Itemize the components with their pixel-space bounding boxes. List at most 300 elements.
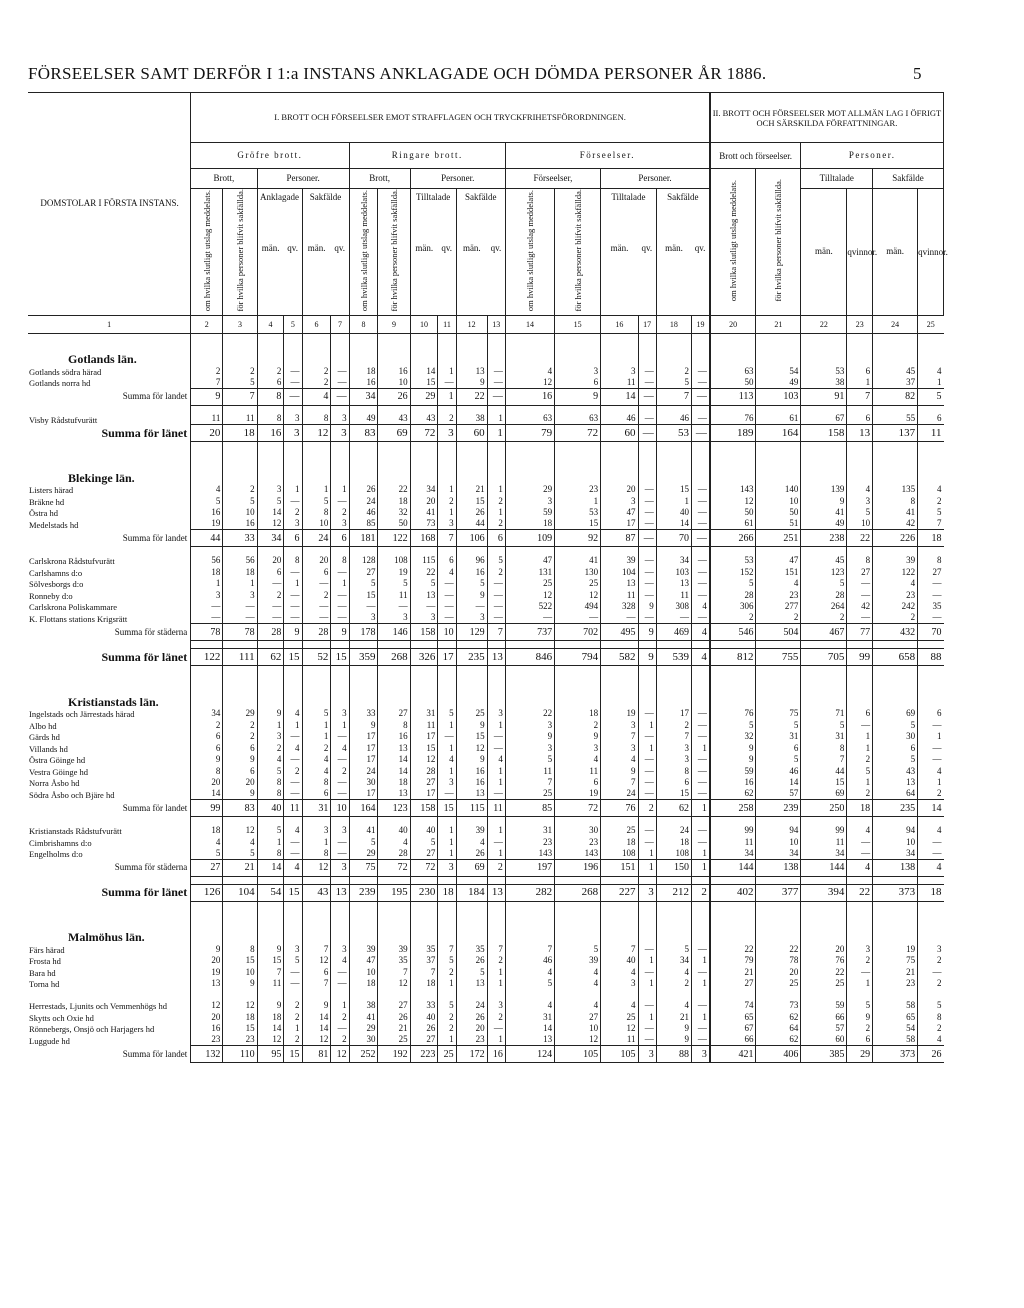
- table-cell: 14: [257, 1023, 284, 1035]
- table-cell: 359: [349, 649, 378, 666]
- table-cell: 5: [847, 765, 873, 777]
- table-cell: 3: [349, 612, 378, 624]
- table-cell: 9: [710, 754, 756, 766]
- table-cell: —: [692, 530, 710, 547]
- table-cell: 3: [284, 425, 302, 442]
- table-cell: 5: [656, 943, 691, 955]
- table-cell: —: [284, 978, 302, 990]
- table-cell: 4: [847, 484, 873, 496]
- table-cell: 16: [223, 518, 257, 530]
- table-cell: —: [487, 388, 505, 405]
- table-cell: 104: [601, 566, 638, 578]
- table-cell: —: [331, 1023, 349, 1035]
- table-cell: 6: [191, 731, 223, 743]
- table-cell: 22: [710, 943, 756, 955]
- table-cell: 3: [438, 425, 456, 442]
- table-cell: 22: [456, 388, 487, 405]
- table-cell: 71: [801, 708, 847, 720]
- table-cell: 755: [756, 649, 801, 666]
- table-cell: 3: [284, 413, 302, 425]
- table-cell: —: [638, 484, 656, 496]
- table-row: [28, 1011, 944, 1023]
- table-cell: 130: [555, 566, 601, 578]
- table-cell: 15: [656, 788, 691, 800]
- table-cell: 4: [692, 649, 710, 666]
- table-cell: 8: [331, 555, 349, 567]
- table-cell: 50: [710, 377, 756, 389]
- table-cell: 22: [801, 966, 847, 978]
- page-number: 5: [913, 64, 922, 83]
- table-cell: 76: [601, 800, 638, 817]
- table-cell: 3: [331, 943, 349, 955]
- table-cell: —: [331, 731, 349, 743]
- table-cell: —: [331, 612, 349, 624]
- table-cell: 44: [456, 518, 487, 530]
- table-cell: 9: [801, 495, 847, 507]
- table-cell: 10: [756, 495, 801, 507]
- table-cell: 1: [438, 388, 456, 405]
- table-cell: 12: [191, 989, 223, 1011]
- table-cell: 2: [847, 955, 873, 967]
- table-cell: 27: [378, 989, 410, 1011]
- table-cell: —: [638, 578, 656, 590]
- table-row: [28, 731, 944, 743]
- table-cell: —: [284, 754, 302, 766]
- total-row: [28, 884, 944, 901]
- header-anklagade: [257, 189, 302, 316]
- table-cell: 2: [873, 612, 918, 624]
- table-cell: 192: [378, 1046, 410, 1063]
- table-cell: 385: [801, 1046, 847, 1063]
- table-cell: 2: [223, 365, 257, 377]
- table-cell: 8: [302, 777, 331, 789]
- table-cell: 144: [710, 859, 756, 876]
- table-cell: 1: [438, 836, 456, 848]
- column-number: 7: [331, 315, 349, 333]
- header-personer-2: Personer.: [410, 169, 505, 189]
- table-cell: —: [638, 966, 656, 978]
- table-cell: 22: [505, 708, 554, 720]
- table-cell: 26: [456, 507, 487, 519]
- table-cell: —: [847, 966, 873, 978]
- table-cell: 19: [555, 788, 601, 800]
- table-cell: 2: [438, 495, 456, 507]
- table-cell: 75: [756, 708, 801, 720]
- table-cell: 2: [284, 1011, 302, 1023]
- table-cell: 16: [191, 507, 223, 519]
- table-cell: 18: [410, 978, 438, 990]
- row-label: Summa för landet: [122, 1048, 188, 1059]
- table-cell: —: [847, 578, 873, 590]
- table-cell: —: [638, 788, 656, 800]
- table-cell: 4: [505, 365, 554, 377]
- table-cell: 25: [378, 1034, 410, 1046]
- table-cell: 3: [302, 825, 331, 837]
- table-cell: 3: [505, 719, 554, 731]
- table-cell: 705: [801, 649, 847, 666]
- table-row: [28, 966, 944, 978]
- header-man-3: män.: [415, 243, 434, 253]
- header-personer-3: Personer.: [601, 169, 710, 189]
- table-cell: 108: [601, 848, 638, 860]
- table-cell: 3: [505, 495, 554, 507]
- table-cell: —: [638, 377, 656, 389]
- table-cell: 1: [438, 765, 456, 777]
- table-cell: —: [284, 777, 302, 789]
- table-cell: 115: [456, 800, 487, 817]
- table-cell: 12: [555, 589, 601, 601]
- table-cell: 5: [284, 955, 302, 967]
- table-cell: 7: [302, 978, 331, 990]
- table-cell: 5: [438, 989, 456, 1011]
- table-cell: 4: [438, 566, 456, 578]
- table-cell: 14: [505, 1023, 554, 1035]
- column-number: 12: [456, 315, 487, 333]
- table-cell: 23: [191, 1034, 223, 1046]
- table-cell: 10: [302, 518, 331, 530]
- table-cell: 2: [656, 719, 691, 731]
- table-cell: 78: [223, 624, 257, 641]
- table-cell: 1: [487, 413, 505, 425]
- table-cell: —: [692, 518, 710, 530]
- table-cell: 26: [918, 1046, 944, 1063]
- table-cell: —: [438, 788, 456, 800]
- table-cell: 1: [302, 719, 331, 731]
- county-heading: Gotlands län.: [68, 352, 137, 367]
- table-cell: —: [378, 601, 410, 613]
- table-cell: 15: [801, 777, 847, 789]
- table-cell: —: [349, 601, 378, 613]
- table-cell: 812: [710, 649, 756, 666]
- table-cell: 38: [801, 377, 847, 389]
- table-cell: —: [191, 612, 223, 624]
- table-cell: 27: [847, 566, 873, 578]
- table-cell: 5: [378, 578, 410, 590]
- sum-row: [28, 624, 944, 641]
- header-man-1: män.: [261, 243, 280, 253]
- table-cell: 4: [487, 754, 505, 766]
- table-cell: 143: [555, 848, 601, 860]
- table-cell: 29: [349, 848, 378, 860]
- table-row: [28, 578, 944, 590]
- table-row: [28, 848, 944, 860]
- table-cell: 20: [410, 495, 438, 507]
- table-cell: 197: [505, 859, 554, 876]
- row-label: Summa för landet: [122, 391, 188, 402]
- column-number: 14: [505, 315, 554, 333]
- table-cell: 3: [487, 708, 505, 720]
- table-cell: 1: [284, 578, 302, 590]
- table-cell: 24: [302, 530, 331, 547]
- table-cell: 21: [710, 966, 756, 978]
- table-cell: —: [638, 825, 656, 837]
- table-cell: 70: [918, 624, 944, 641]
- table-cell: 41: [801, 507, 847, 519]
- table-cell: 3: [555, 742, 601, 754]
- table-cell: 3: [438, 518, 456, 530]
- table-cell: 1: [284, 1023, 302, 1035]
- table-cell: 27: [918, 566, 944, 578]
- table-cell: 5: [191, 495, 223, 507]
- table-cell: 39: [555, 955, 601, 967]
- table-cell: 266: [710, 530, 756, 547]
- table-cell: 1: [638, 848, 656, 860]
- table-cell: 3: [638, 1046, 656, 1063]
- table-cell: 2: [302, 365, 331, 377]
- header-sakfalde-4: Sakfälde: [873, 169, 944, 189]
- table-cell: 99: [847, 649, 873, 666]
- table-cell: 2: [331, 1034, 349, 1046]
- table-cell: 39: [349, 943, 378, 955]
- table-cell: 394: [801, 884, 847, 901]
- table-cell: —: [692, 1023, 710, 1035]
- table-cell: 151: [756, 566, 801, 578]
- table-cell: 5: [191, 848, 223, 860]
- table-cell: 123: [801, 566, 847, 578]
- table-cell: —: [847, 836, 873, 848]
- table-cell: 81: [302, 1046, 331, 1063]
- table-cell: 10: [756, 836, 801, 848]
- table-cell: 110: [223, 1046, 257, 1063]
- table-cell: —: [692, 754, 710, 766]
- table-cell: 85: [349, 518, 378, 530]
- table-cell: 15: [257, 955, 284, 967]
- table-cell: 282: [505, 884, 554, 901]
- row-label: Östra Göinge hd: [29, 755, 86, 766]
- table-cell: 7: [438, 943, 456, 955]
- table-cell: 268: [378, 649, 410, 666]
- table-cell: 168: [410, 530, 438, 547]
- table-cell: 235: [456, 649, 487, 666]
- table-cell: 31: [410, 708, 438, 720]
- table-cell: —: [257, 612, 284, 624]
- table-cell: 5: [257, 765, 284, 777]
- header-qv-1: qv.: [287, 243, 298, 253]
- table-cell: 4: [505, 966, 554, 978]
- table-cell: 3: [257, 484, 284, 496]
- table-cell: 15: [284, 649, 302, 666]
- table-cell: 1: [331, 578, 349, 590]
- table-cell: 2: [438, 966, 456, 978]
- table-cell: 69: [378, 425, 410, 442]
- table-cell: 12: [223, 989, 257, 1011]
- header-tilltalade-2-label: Tilltalade: [416, 192, 451, 202]
- table-cell: 14: [302, 1023, 331, 1035]
- table-cell: 34: [656, 555, 691, 567]
- table-cell: 45: [801, 555, 847, 567]
- table-cell: 3: [692, 1046, 710, 1063]
- table-cell: 6: [555, 777, 601, 789]
- table-cell: 14: [656, 518, 691, 530]
- header-personer-cap: Personer.: [801, 143, 944, 169]
- row-label: Visby Rådstufvurätt: [29, 414, 98, 425]
- column-number: 4: [257, 315, 284, 333]
- table-cell: 2: [331, 507, 349, 519]
- table-cell: 196: [555, 859, 601, 876]
- table-cell: 6: [331, 530, 349, 547]
- table-cell: 251: [756, 530, 801, 547]
- header-man-8: män.: [873, 189, 918, 316]
- table-cell: 4: [302, 388, 331, 405]
- table-cell: —: [487, 589, 505, 601]
- table-cell: 23: [555, 484, 601, 496]
- table-cell: —: [331, 365, 349, 377]
- table-cell: 34: [801, 848, 847, 860]
- table-cell: 69: [801, 788, 847, 800]
- table-cell: 6: [847, 413, 873, 425]
- table-cell: 135: [873, 484, 918, 496]
- table-cell: 76: [710, 708, 756, 720]
- table-cell: 99: [801, 825, 847, 837]
- table-cell: 8: [302, 413, 331, 425]
- table-cell: 4: [191, 484, 223, 496]
- table-cell: 5: [487, 555, 505, 567]
- table-cell: 11: [555, 765, 601, 777]
- table-row: [28, 612, 944, 624]
- table-cell: 16: [456, 566, 487, 578]
- table-cell: 2: [438, 1011, 456, 1023]
- table-cell: 62: [756, 1011, 801, 1023]
- table-cell: 1: [847, 742, 873, 754]
- table-cell: 158: [801, 425, 847, 442]
- total-row: [28, 425, 944, 442]
- table-cell: 65: [710, 1011, 756, 1023]
- table-cell: 43: [378, 413, 410, 425]
- table-cell: 49: [801, 518, 847, 530]
- table-row: [28, 719, 944, 731]
- table-cell: 13: [505, 1034, 554, 1046]
- table-cell: 67: [710, 1023, 756, 1035]
- header-brott-2: Brott,: [349, 169, 410, 189]
- table-cell: 5: [710, 719, 756, 731]
- table-cell: —: [284, 731, 302, 743]
- section-spacer: [28, 666, 944, 688]
- table-cell: 2: [801, 612, 847, 624]
- table-cell: 164: [756, 425, 801, 442]
- table-cell: —: [692, 578, 710, 590]
- table-cell: 46: [756, 765, 801, 777]
- table-cell: 19: [601, 708, 638, 720]
- table-cell: 14: [410, 365, 438, 377]
- table-cell: 8: [257, 413, 284, 425]
- table-cell: 3: [601, 365, 638, 377]
- table-cell: 39: [873, 555, 918, 567]
- table-cell: —: [505, 612, 554, 624]
- table-cell: 113: [710, 388, 756, 405]
- table-cell: 8: [873, 495, 918, 507]
- table-cell: 73: [410, 518, 438, 530]
- table-cell: 79: [505, 425, 554, 442]
- table-cell: 1: [284, 484, 302, 496]
- table-cell: 69: [873, 708, 918, 720]
- table-cell: 2: [918, 788, 944, 800]
- table-cell: 8: [656, 765, 691, 777]
- table-cell: 11: [801, 836, 847, 848]
- row-label: K. Flottans stations Krigsrätt: [29, 613, 128, 624]
- table-cell: 41: [410, 507, 438, 519]
- header-for-hvilka-2: för hvilka personer blifvit sakfällda.: [389, 189, 400, 312]
- table-cell: 15: [284, 1046, 302, 1063]
- row-label: Östra hd: [29, 508, 59, 519]
- table-cell: 21: [456, 484, 487, 496]
- table-cell: 12: [505, 589, 554, 601]
- table-cell: 13: [378, 742, 410, 754]
- table-cell: 26: [456, 955, 487, 967]
- table-row: [28, 507, 944, 519]
- table-cell: 75: [349, 859, 378, 876]
- header-om-hvilka-3: om hvilka slutligt utslag meddelats.: [524, 189, 535, 311]
- table-cell: 6: [223, 765, 257, 777]
- table-cell: 34: [656, 955, 691, 967]
- table-cell: 19: [191, 966, 223, 978]
- table-cell: 7: [257, 966, 284, 978]
- table-cell: —: [487, 836, 505, 848]
- table-cell: 138: [873, 859, 918, 876]
- table-cell: 108: [656, 848, 691, 860]
- table-cell: 32: [710, 731, 756, 743]
- table-cell: 39: [378, 943, 410, 955]
- table-cell: 18: [918, 884, 944, 901]
- table-cell: 25: [756, 978, 801, 990]
- table-cell: 5: [505, 978, 554, 990]
- table-cell: 1: [257, 719, 284, 731]
- table-cell: 76: [801, 955, 847, 967]
- table-cell: 4: [918, 484, 944, 496]
- table-cell: 3: [601, 495, 638, 507]
- table-cell: 308: [656, 601, 691, 613]
- table-cell: 1: [638, 742, 656, 754]
- table-cell: 13: [456, 365, 487, 377]
- table-cell: 25: [505, 578, 554, 590]
- header-tilltalade-3: [601, 189, 657, 316]
- table-cell: 5: [505, 754, 554, 766]
- table-cell: 2: [656, 365, 691, 377]
- row-label: Summa för landet: [122, 532, 188, 543]
- table-cell: 702: [555, 624, 601, 641]
- table-cell: 3: [847, 495, 873, 507]
- table-cell: 18: [918, 530, 944, 547]
- header-qvinnor-7: qvinnor.: [847, 189, 873, 316]
- table-cell: —: [638, 530, 656, 547]
- table-cell: 794: [555, 649, 601, 666]
- table-cell: 34: [191, 708, 223, 720]
- table-cell: 3: [487, 989, 505, 1011]
- header-anklagade-label: Anklagade: [260, 192, 300, 202]
- table-cell: 53: [656, 425, 691, 442]
- gap-row: [28, 876, 944, 884]
- table-cell: 2: [487, 1011, 505, 1023]
- table-cell: 3: [331, 825, 349, 837]
- table-cell: 11: [223, 413, 257, 425]
- table-cell: 12: [257, 1034, 284, 1046]
- header-man-6: män.: [665, 243, 683, 253]
- table-cell: 2: [638, 800, 656, 817]
- table-cell: 72: [378, 859, 410, 876]
- table-cell: —: [487, 731, 505, 743]
- table-cell: 11: [378, 589, 410, 601]
- section-spacer: [28, 442, 944, 464]
- table-cell: 9: [456, 377, 487, 389]
- table-cell: 23: [555, 836, 601, 848]
- table-cell: 8: [223, 943, 257, 955]
- table-cell: 24: [349, 765, 378, 777]
- table-cell: 77: [847, 624, 873, 641]
- table-cell: 1: [487, 966, 505, 978]
- table-cell: 11: [487, 800, 505, 817]
- table-cell: 6: [302, 788, 331, 800]
- table-cell: 8: [378, 719, 410, 731]
- column-number: 8: [349, 315, 378, 333]
